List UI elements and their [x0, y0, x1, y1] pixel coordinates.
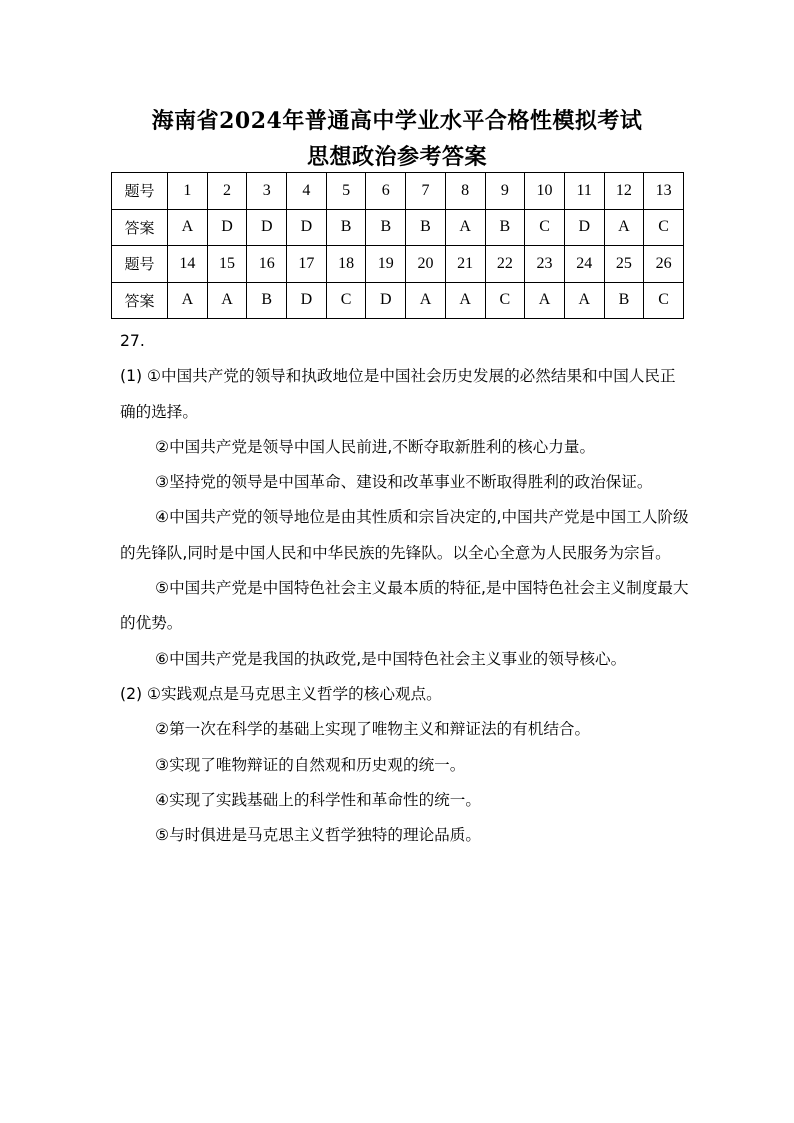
table-cell: 15 — [207, 246, 247, 283]
table-cell: A — [604, 209, 644, 246]
table-cell: B — [406, 209, 446, 246]
table-row — [112, 209, 684, 246]
table-cell: 2 — [207, 173, 247, 210]
table-cell: 20 — [406, 246, 446, 283]
table-cell: 9 — [485, 173, 525, 210]
q27-part2-point: ④实现了实践基础上的科学性和革命性的统一。 — [155, 790, 481, 809]
table-cell: C — [644, 209, 684, 246]
table-cell: B — [604, 282, 644, 319]
table-cell: B — [326, 209, 366, 246]
q27-number: 27. — [120, 332, 145, 350]
table-cell: 24 — [564, 246, 604, 283]
table-cell: 21 — [445, 246, 485, 283]
table-cell: 23 — [525, 246, 565, 283]
table-cell: 10 — [525, 173, 565, 210]
table-cell: 11 — [564, 173, 604, 210]
q27-part1-point: ③坚持党的领导是中国革命、建设和改革事业不断取得胜利的政治保证。 — [155, 473, 653, 492]
table-cell: A — [445, 209, 485, 246]
table-cell: C — [485, 282, 525, 319]
table-cell: D — [207, 209, 247, 246]
q27-part2-point: ③实现了唯物辩证的自然观和历史观的统一。 — [155, 755, 466, 774]
table-cell: 8 — [445, 173, 485, 210]
q27-part1-point: ⑤中国共产党是中国特色社会主义最本质的特征,是中国特色社会主义制度最大的优势。 — [120, 579, 689, 633]
table-cell: A — [168, 282, 208, 319]
q27-part2-point: ⑤与时俱进是马克思主义哲学独特的理论品质。 — [155, 826, 481, 845]
q27-part2-point: ②第一次在科学的基础上实现了唯物主义和辩证法的有机结合。 — [155, 720, 591, 739]
q27-part2-lead: (2) ①实践观点是马克思主义哲学的核心观点。 — [120, 684, 442, 703]
table-cell: 26 — [644, 246, 684, 283]
table-cell: B — [366, 209, 406, 246]
table-cell: B — [485, 209, 525, 246]
table-cell: 3 — [247, 173, 287, 210]
q27-part1-lead: (1) ①中国共产党的领导和执政地位是中国社会历史发展的必然结果和中国人民正确的选择。 — [120, 367, 676, 421]
table-cell: 25 — [604, 246, 644, 283]
table-cell: D — [247, 209, 287, 246]
table-cell: 6 — [366, 173, 406, 210]
table-cell: 12 — [604, 173, 644, 210]
table-cell: C — [644, 282, 684, 319]
table-cell: A — [564, 282, 604, 319]
table-cell: C — [525, 209, 565, 246]
row-label: 答案 — [112, 282, 168, 319]
q27-part1-point: ⑥中国共产党是我国的执政党,是中国特色社会主义事业的领导核心。 — [155, 649, 627, 668]
table-cell: 7 — [406, 173, 446, 210]
table-cell: 19 — [366, 246, 406, 283]
table-cell: A — [406, 282, 446, 319]
table-cell: A — [525, 282, 565, 319]
row-label: 题号 — [112, 246, 168, 283]
table-cell: A — [168, 209, 208, 246]
table-cell: D — [366, 282, 406, 319]
table-row — [112, 173, 684, 210]
row-label: 题号 — [112, 173, 168, 210]
table-cell: B — [247, 282, 287, 319]
table-cell: 18 — [326, 246, 366, 283]
row-label: 答案 — [112, 209, 168, 246]
table-cell: 14 — [168, 246, 208, 283]
page-subtitle: 思想政治参考答案 — [306, 144, 487, 170]
q27-answer — [120, 324, 690, 853]
table-row — [112, 282, 684, 319]
table-cell: 16 — [247, 246, 287, 283]
table-cell: D — [287, 282, 327, 319]
table-cell: 1 — [168, 173, 208, 210]
table-cell: 13 — [644, 173, 684, 210]
q27-part1-point: ④中国共产党的领导地位是由其性质和宗旨决定的,中国共产党是中国工人阶级的先锋队,同时是中国人民和中华民族的先锋队。以全心全意为人民服务为宗旨。 — [120, 508, 689, 562]
answer-table — [111, 172, 684, 319]
q27-part1-point: ②中国共产党是领导中国人民前进,不断夺取新胜利的核心力量。 — [155, 437, 596, 456]
table-cell: 17 — [287, 246, 327, 283]
table-cell: 4 — [287, 173, 327, 210]
table-cell: D — [287, 209, 327, 246]
table-cell: 5 — [326, 173, 366, 210]
table-cell: 22 — [485, 246, 525, 283]
table-row — [112, 246, 684, 283]
table-cell: A — [445, 282, 485, 319]
page-title: 海南省2024年普通高中学业水平合格性模拟考试 — [151, 108, 643, 134]
table-cell: A — [207, 282, 247, 319]
table-cell: C — [326, 282, 366, 319]
table-cell: D — [564, 209, 604, 246]
